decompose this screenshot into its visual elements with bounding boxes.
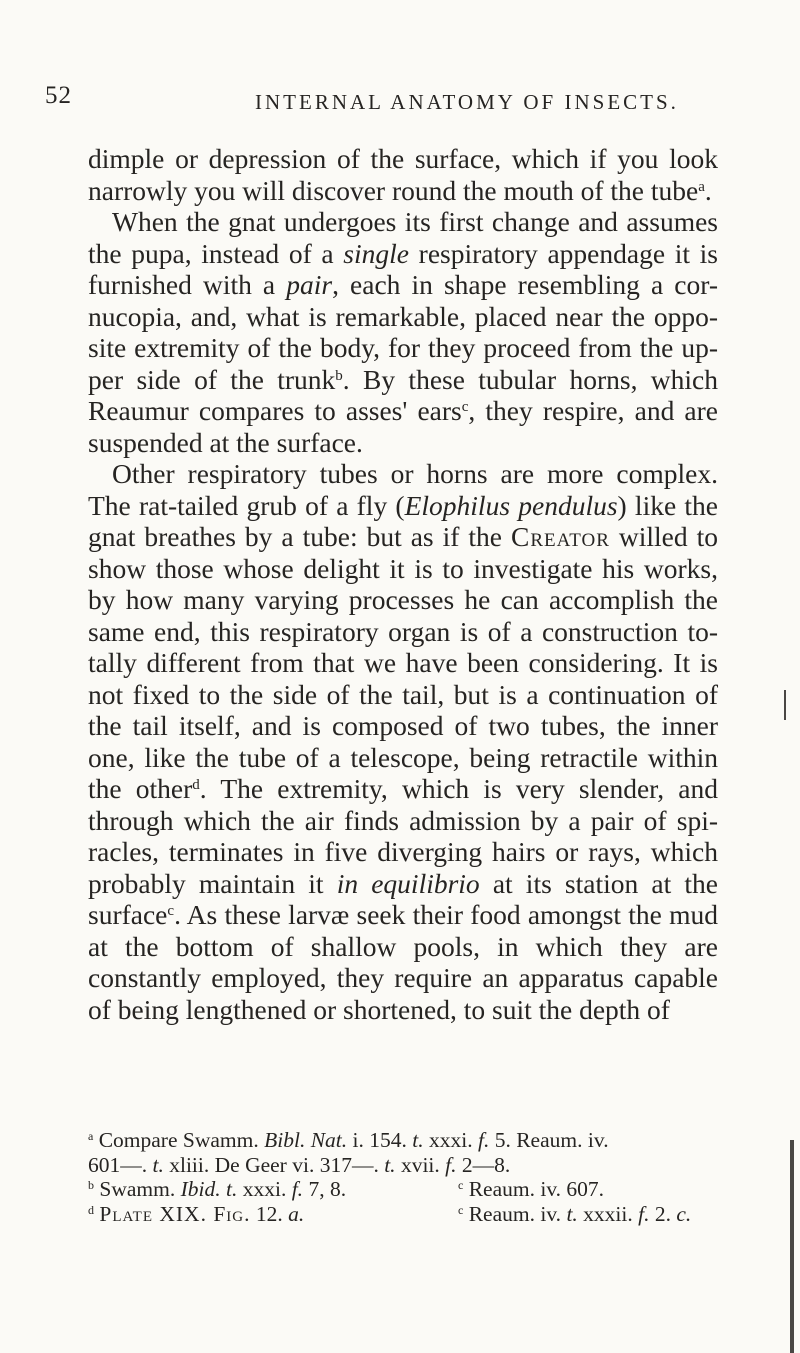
footnote-text: xxxi. xyxy=(237,1177,292,1201)
paragraph-1-text: dimple or depression of the surface, which if you look narrowly you will discover round the mouth of the tube xyxy=(88,143,718,206)
footnote-italic: t. xyxy=(152,1152,164,1177)
paragraph-2-text: . By these tubular horns, which Reaumur compares to asses' ears xyxy=(88,363,719,426)
footnote-italic: a. xyxy=(288,1201,305,1226)
footnote-text: xxxi. xyxy=(423,1128,478,1152)
footnote-ref-e: c xyxy=(167,903,175,919)
footnote-b xyxy=(88,1177,346,1201)
footnote-text: Swamm. xyxy=(99,1177,181,1201)
paragraph-1-tail: . xyxy=(704,174,712,206)
footnote-text: xvii. xyxy=(395,1152,446,1177)
paragraph-3-text: . The extremity, which is very slender, and through which the air finds admission by a pair of spi-racles, terminates in five diverging hairs or rays, which probably maintain it xyxy=(88,773,719,899)
paragraph-3-text: ) like the gnat breathes by a tube: but as if the xyxy=(88,489,718,552)
footnote-text: 2. xyxy=(649,1201,677,1226)
emphasis-pair: pair xyxy=(286,269,333,300)
running-head: INTERNAL ANATOMY OF INSECTS. xyxy=(255,90,679,114)
footnote-italic: c. xyxy=(676,1201,692,1226)
footnote-e xyxy=(458,1202,691,1227)
footnote-italic: Bibl. Nat. xyxy=(264,1128,348,1152)
footnote-italic: t. xyxy=(384,1152,396,1177)
paragraph-2-text: , they respire, and are suspended at the surface. xyxy=(88,395,718,458)
footnote-mark: c xyxy=(458,1202,464,1217)
footnote-text: Reaum. iv. 607. xyxy=(468,1177,605,1201)
footnote-text: 7, 8. xyxy=(303,1177,347,1201)
footnote-mark: b xyxy=(88,1178,94,1192)
paragraph-1 xyxy=(88,143,718,206)
paragraph-3-text: at its station at the surface xyxy=(88,867,718,930)
paragraph-2-text: When the gnat undergoes its first change and assumes the pupa, instead of a xyxy=(88,206,718,269)
paragraph-3 xyxy=(88,458,718,1025)
footnote-line xyxy=(88,1177,778,1202)
footnote-ref-c: c xyxy=(461,399,469,415)
paragraph-2-text: respiratory appendage it is furnished with a xyxy=(88,237,718,300)
footnote-text: 601—. xyxy=(88,1152,153,1177)
footnote-mark: c xyxy=(458,1178,464,1192)
footnote-italic: t. xyxy=(412,1128,424,1152)
page-edge-mark xyxy=(784,690,786,720)
footnote-text: 2—8. xyxy=(456,1152,511,1177)
footnotes xyxy=(88,1128,778,1226)
footnote-line xyxy=(88,1153,778,1178)
page-number: 52 xyxy=(45,82,72,109)
footnote-italic: f. xyxy=(291,1177,304,1201)
footnote-text: 5. Reaum. iv. xyxy=(489,1128,609,1152)
footnote-ref-d: d xyxy=(192,777,200,793)
footnote-line xyxy=(88,1128,778,1153)
footnote-italic: t. xyxy=(566,1201,578,1226)
footnote-italic: f. xyxy=(477,1128,490,1152)
body-text xyxy=(88,143,718,1025)
footnote-small-caps: Plate XIX. Fig. xyxy=(99,1201,251,1226)
footnote-text: xliii. De Geer vi. 317—. xyxy=(163,1152,385,1177)
footnote-text: i. 154. xyxy=(347,1128,413,1152)
footnote-italic: Ibid. t. xyxy=(180,1177,238,1201)
emphasis-single: single xyxy=(343,237,409,269)
footnote-text: xxxii. xyxy=(577,1201,639,1226)
footnote-italic: f. xyxy=(638,1201,650,1226)
footnote-ref-a: a xyxy=(698,178,705,195)
footnote-mark: a xyxy=(88,1129,94,1143)
footnote-italic: f. xyxy=(445,1152,457,1177)
species-name: Elophilus pendulus xyxy=(404,489,618,521)
paragraph-2-text: , each in shape resembling a cor-nucopia, and, what is remarkable, placed near the oppo-site extremity of the body, for they proceed from the up-per side of the trunk xyxy=(88,269,718,395)
paragraph-3-text: Other respiratory tubes or horns are more complex. The rat-tailed grub of a fly ( xyxy=(88,458,718,521)
footnote-line xyxy=(88,1202,778,1227)
paragraph-3-text: willed to show those whose delight it is to investigate his works, by how many varying processes he can accomplish the same end, this respiratory organ is of a construction to-tally different from that we have been considering. It is not fixed to the side of the tail, but is a continuation of the tail itself, and is composed of two tubes, the inner one, like the tube of a telescope, being retractile within the other xyxy=(88,521,718,804)
creator-small-caps: Creator xyxy=(510,521,610,552)
footnote-text: 12. xyxy=(250,1201,289,1226)
paragraph-2 xyxy=(88,206,718,458)
page-edge-shadow xyxy=(790,1140,794,1353)
paragraph-3-text: . As these larvæ seek their food amongst the mud at the bottom of shallow pools, in which they are constantly employed, they require an apparatus capable of being lengthened or shortened, to suit the depth of xyxy=(88,899,718,1025)
footnote-ref-b: b xyxy=(335,367,343,384)
footnote-c xyxy=(458,1177,604,1202)
footnote-mark: d xyxy=(88,1202,94,1217)
emphasis-in-equilibrio: in equilibrio xyxy=(336,867,480,899)
footnote-d xyxy=(88,1202,304,1226)
footnote-text: Compare Swamm. xyxy=(98,1128,265,1152)
footnote-text: Reaum. iv. xyxy=(468,1201,567,1226)
